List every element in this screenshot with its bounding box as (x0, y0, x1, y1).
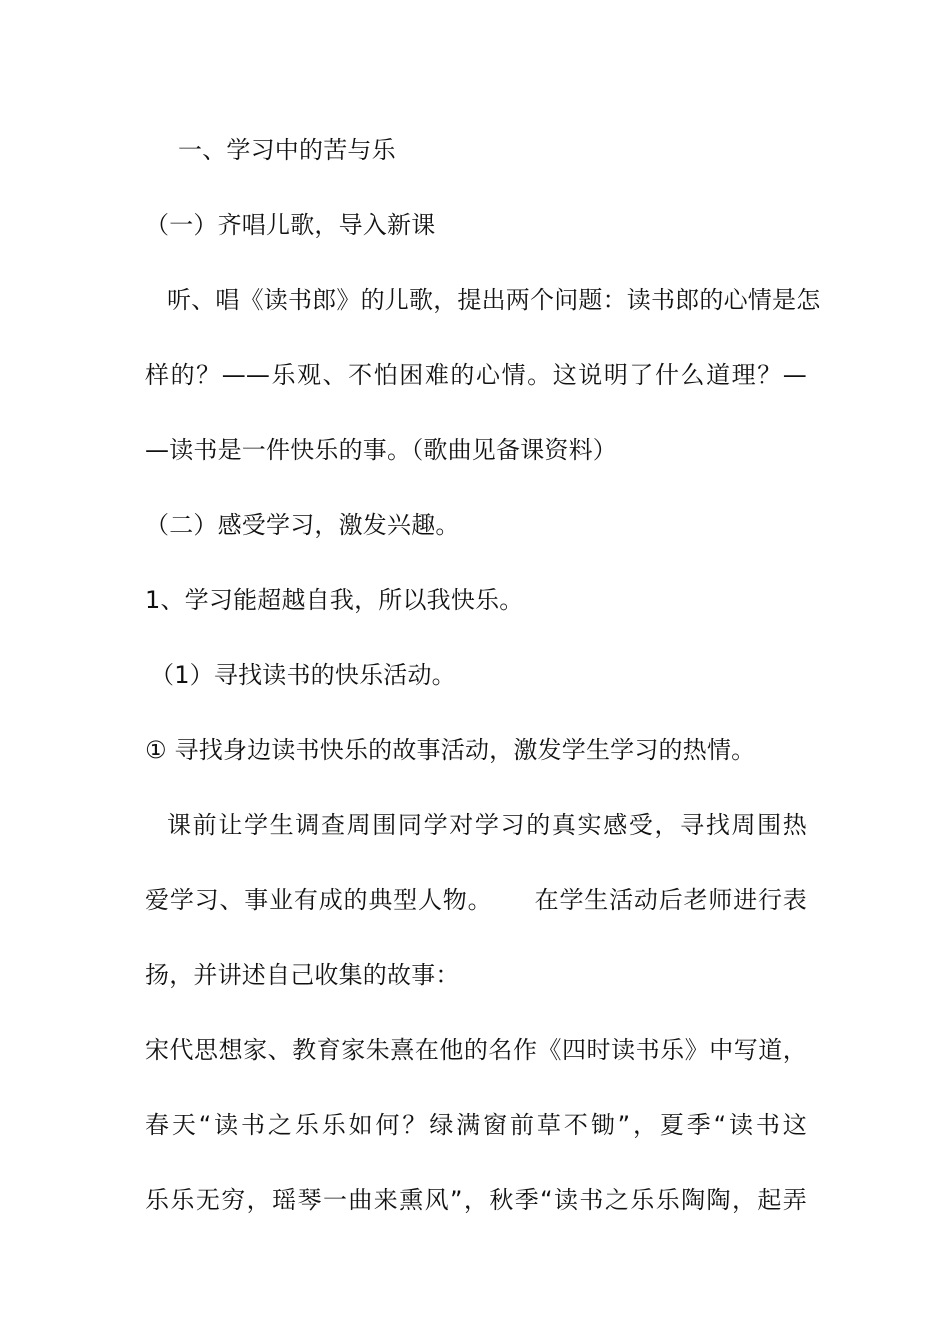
paragraph-line: 样的？——乐观、不怕困难的心情。这说明了什么道理？— (145, 361, 807, 389)
sub-point-heading: （1）寻找读书的快乐活动。 (150, 661, 456, 689)
paragraph-line: 春天“读书之乐乐如何？绿满窗前草不锄”，夏季“读书这 (145, 1111, 807, 1139)
point-heading: 1、学习能超越自我，所以我快乐。 (145, 586, 524, 614)
paragraph-line: 课前让学生调查周围同学对学习的真实感受，寻找周围热 (167, 811, 807, 839)
subsection-heading-2: （二）感受学习，激发兴趣。 (145, 511, 460, 539)
subsection-heading-1: （一）齐唱儿歌，导入新课 (145, 211, 436, 239)
paragraph-line: —读书是一件快乐的事。（歌曲见备课资料） (145, 436, 617, 464)
list-item: ① 寻找身边读书快乐的故事活动，激发学生学习的热情。 (145, 736, 756, 764)
paragraph-line: 听、唱《读书郎》的儿歌，提出两个问题：读书郎的心情是怎 (167, 286, 821, 314)
paragraph-line: 爱学习、事业有成的典型人物。 在学生活动后老师进行表 (145, 886, 807, 914)
section-heading: 一、学习中的苦与乐 (178, 136, 396, 164)
paragraph-line: 扬，并讲述自己收集的故事： (145, 961, 460, 989)
paragraph-line: 乐乐无穷，瑶琴一曲来熏风”，秋季“读书之乐乐陶陶，起弄 (145, 1186, 807, 1214)
paragraph-line: 宋代思想家、教育家朱熹在他的名作《四时读书乐》中写道， (145, 1036, 807, 1064)
